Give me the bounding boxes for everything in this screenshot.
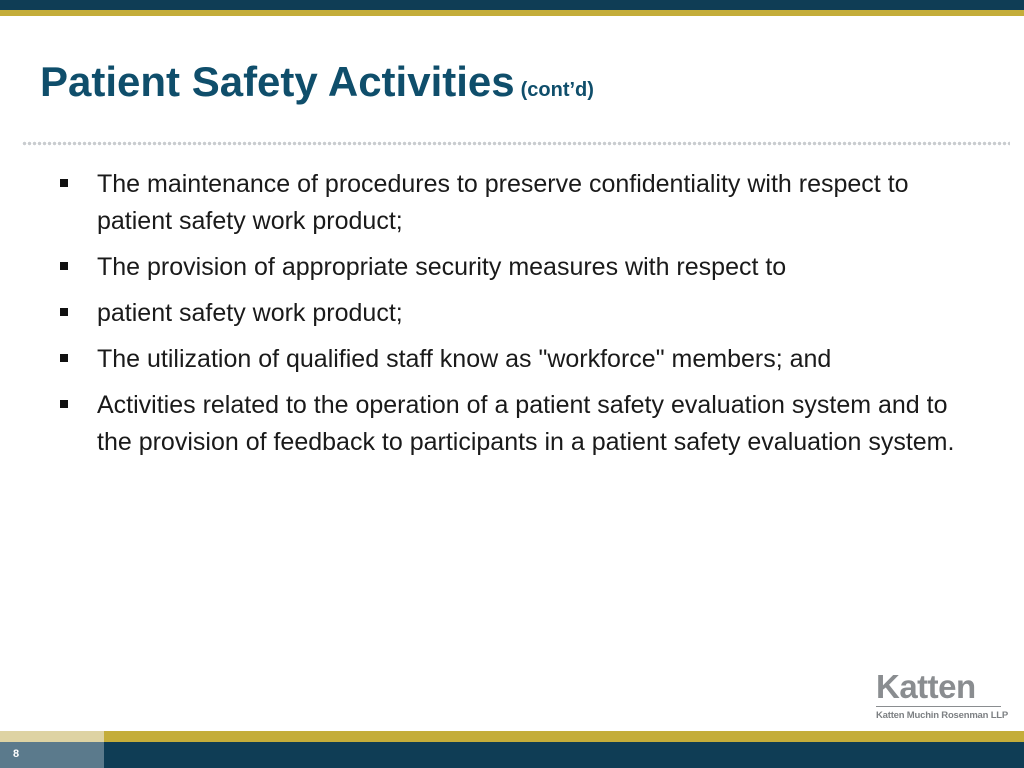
bottom-light-gold-block: [0, 731, 104, 742]
bullet-text: Activities related to the operation of a patient safety evaluation system and to the provision of feedback to participants in a patient safety evaluation system.: [97, 391, 955, 456]
bullet-item: [60, 249, 960, 286]
square-bullet-icon: [60, 179, 68, 187]
bullet-list: [60, 166, 960, 470]
bottom-navy-bar: [0, 742, 1024, 768]
slide-number: 8: [13, 748, 20, 760]
slide-title-suffix: (cont’d): [520, 79, 594, 101]
top-navy-bar: [0, 0, 1024, 10]
logo-firm-name: Katten Muchin Rosenman LLP: [876, 710, 1009, 721]
slide-title-text: Patient Safety Activities: [40, 58, 515, 105]
katten-logo: [876, 668, 1009, 721]
bullet-text: The provision of appropriate security measures with respect to: [97, 253, 787, 281]
bullet-item: [60, 341, 960, 378]
bullet-item: [60, 166, 960, 240]
square-bullet-icon: [60, 400, 68, 408]
dotted-divider: [22, 141, 1010, 146]
square-bullet-icon: [60, 262, 68, 270]
bottom-gold-bar: [0, 731, 1024, 742]
logo-wordmark: Katten: [876, 668, 976, 705]
slide-title: [40, 58, 594, 106]
top-gold-bar: [0, 10, 1024, 16]
square-bullet-icon: [60, 308, 68, 316]
bullet-text: patient safety work product;: [97, 299, 403, 327]
logo-rule: [876, 706, 1001, 707]
square-bullet-icon: [60, 354, 68, 362]
bullet-text: The maintenance of procedures to preserve confidentiality with respect to patient safety work product;: [97, 170, 909, 235]
bullet-item: [60, 295, 960, 332]
bullet-text: The utilization of qualified staff know as "workforce" members; and: [97, 345, 832, 373]
bullet-item: [60, 387, 960, 461]
